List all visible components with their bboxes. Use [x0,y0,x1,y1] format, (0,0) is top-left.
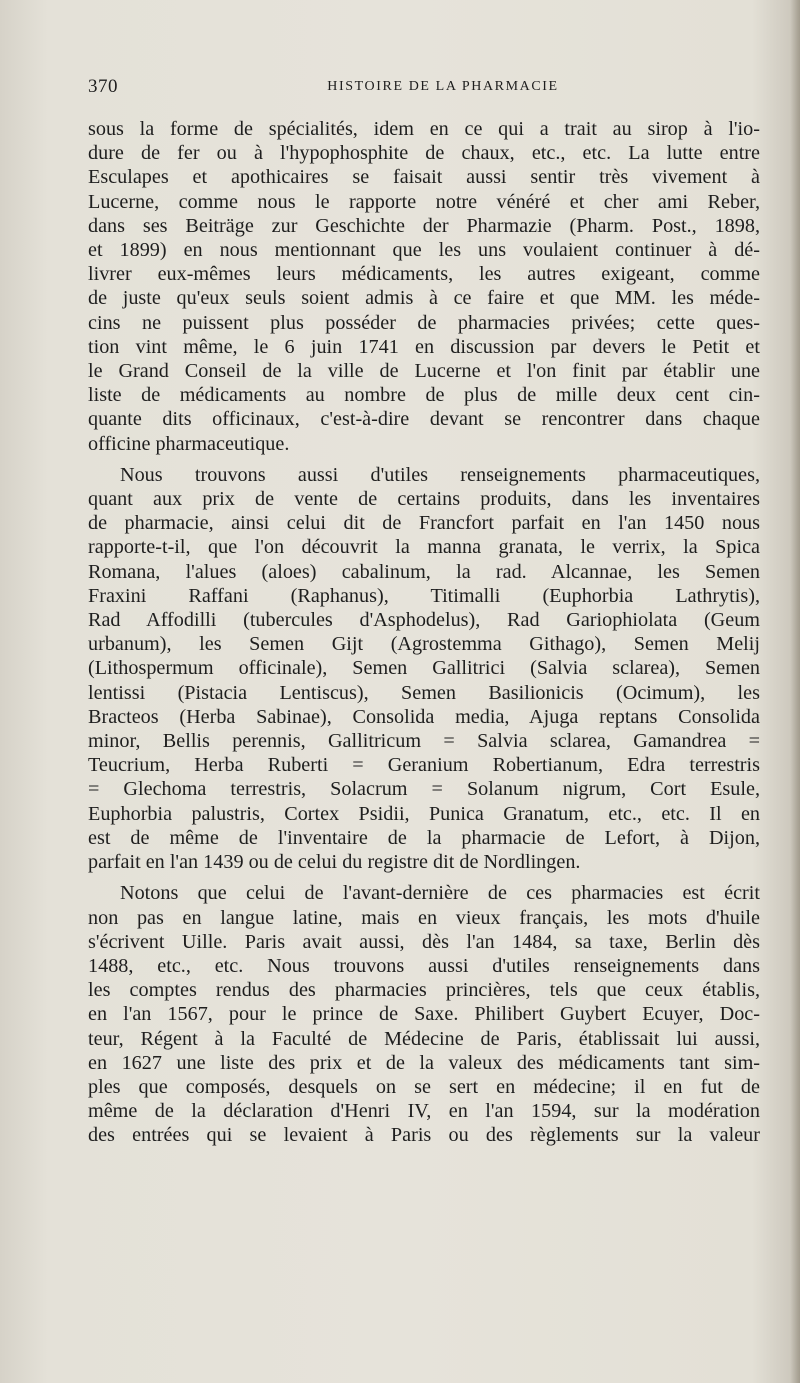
text-line: est de même de l'inventaire de la pharmacie de Lefort, à Dijon, [88,826,760,849]
text-line: teur, Régent à la Faculté de Médecine de Paris, établissait lui aussi, [88,1027,760,1050]
text-line: sous la forme de spécialités, idem en ce qui a trait au sirop à l'io- [88,118,760,140]
text-line: officine pharmaceutique. [88,432,290,455]
paragraph-break [88,456,760,463]
text-line: Notons que celui de l'avant-dernière de ces pharmacies est écrit [120,882,760,905]
text-line: le Grand Conseil de la ville de Lucerne et l'on finit par établir une [88,360,760,383]
text-line: dans ses Beiträge zur Geschichte der Pharmazie (Pharm. Post., 1898, [88,214,760,237]
text-line: = Glechoma terrestris, Solacrum = Solanum nigrum, Cort Esule, [88,778,760,801]
text-line: urbanum), les Semen Gijt (Agrostemma Githago), Semen Melij [88,633,760,656]
text-line: quant aux prix de vente de certains produits, dans les inventaires [88,488,760,511]
text-line: parfait en l'an 1439 ou de celui du registre dit de Nordlingen. [88,851,581,874]
text-line: Teucrium, Herba Ruberti = Geranium Robertianum, Edra terrestris [88,754,760,777]
text-line: les comptes rendus des pharmacies princières, tels que ceux établis, [88,979,760,1002]
text-line: cins ne puissent plus posséder de pharmacies privées; cette ques- [88,311,760,334]
text-line: livrer eux-mêmes leurs médicaments, les autres exigeant, comme [88,263,760,286]
text-line: dure de fer ou à l'hypophosphite de chaux, etc., etc. La lutte entre [88,142,760,165]
text-line: Bracteos (Herba Sabinae), Consolida media, Ajuga reptans Consolida [88,705,760,728]
text-line: même de la déclaration d'Henri IV, en l'an 1594, sur la modération [88,1100,760,1123]
running-title: HISTOIRE DE LA PHARMACIE [327,79,559,94]
text-line: Fraxini Raffani (Raphanus), Titimalli (Euphorbia Lathrytis), [88,584,760,607]
paragraph-break [88,874,760,881]
text-line: Esculapes et apothicaires se faisait aussi sentir très vivement à [88,166,760,189]
text-line: rapporte-t-il, que l'on découvrit la manna granata, le verrix, la Spica [88,536,760,559]
text-line: minor, Bellis perennis, Gallitricum = Salvia sclarea, Gamandrea = [88,730,760,753]
text-line: en 1627 une liste des prix et de la valeux des médicaments tant sim- [88,1051,760,1074]
body-text [88,117,760,1148]
page-header [88,76,758,100]
text-line: Euphorbia palustris, Cortex Psidii, Punica Granatum, etc., etc. Il en [88,802,760,825]
text-line: en l'an 1567, pour le prince de Saxe. Philibert Guybert Ecuyer, Doc- [88,1003,760,1026]
text-line: de juste qu'eux seuls soient admis à ce faire et que MM. les méde- [88,287,760,310]
page-edge-shadow [790,0,800,1383]
text-line: Romana, l'alues (aloes) cabalinum, la rad. Alcannae, les Semen [88,560,760,583]
text-line: 1488, etc., etc. Nous trouvons aussi d'utiles renseignements dans [88,954,760,977]
page-number: 370 [88,76,118,97]
text-line: lentissi (Pistacia Lentiscus), Semen Basilionicis (Ocimum), les [88,681,760,704]
text-line: tion vint même, le 6 juin 1741 en discussion par devers le Petit et [88,335,760,358]
text-line: Nous trouvons aussi d'utiles renseignements pharmaceutiques, [120,463,760,486]
text-line: non pas en langue latine, mais en vieux français, les mots d'huile [88,906,760,929]
text-line: Lucerne, comme nous le rapporte notre vénéré et cher ami Reber, [88,190,760,213]
text-line: des entrées qui se levaient à Paris ou des règlements sur la valeur [88,1124,760,1147]
text-line: ples que composés, desquels on se sert en médecine; il en fut de [88,1075,760,1098]
text-line: quante dits officinaux, c'est-à-dire devant se rencontrer dans chaque [88,408,760,431]
text-line: liste de médicaments au nombre de plus de mille deux cent cin- [88,384,760,407]
text-line: et 1899) en nous mentionnant que les uns voulaient continuer à dé- [88,239,760,262]
text-line: (Lithospermum officinale), Semen Gallitrici (Salvia sclarea), Semen [88,657,760,680]
text-line: Rad Affodilli (tubercules d'Asphodelus), Rad Gariophiolata (Geum [88,609,760,632]
text-line: de pharmacie, ainsi celui dit de Francfort parfait en l'an 1450 nous [88,512,760,535]
text-line: s'écrivent Uille. Paris avait aussi, dès l'an 1484, sa taxe, Berlin dès [88,930,760,953]
